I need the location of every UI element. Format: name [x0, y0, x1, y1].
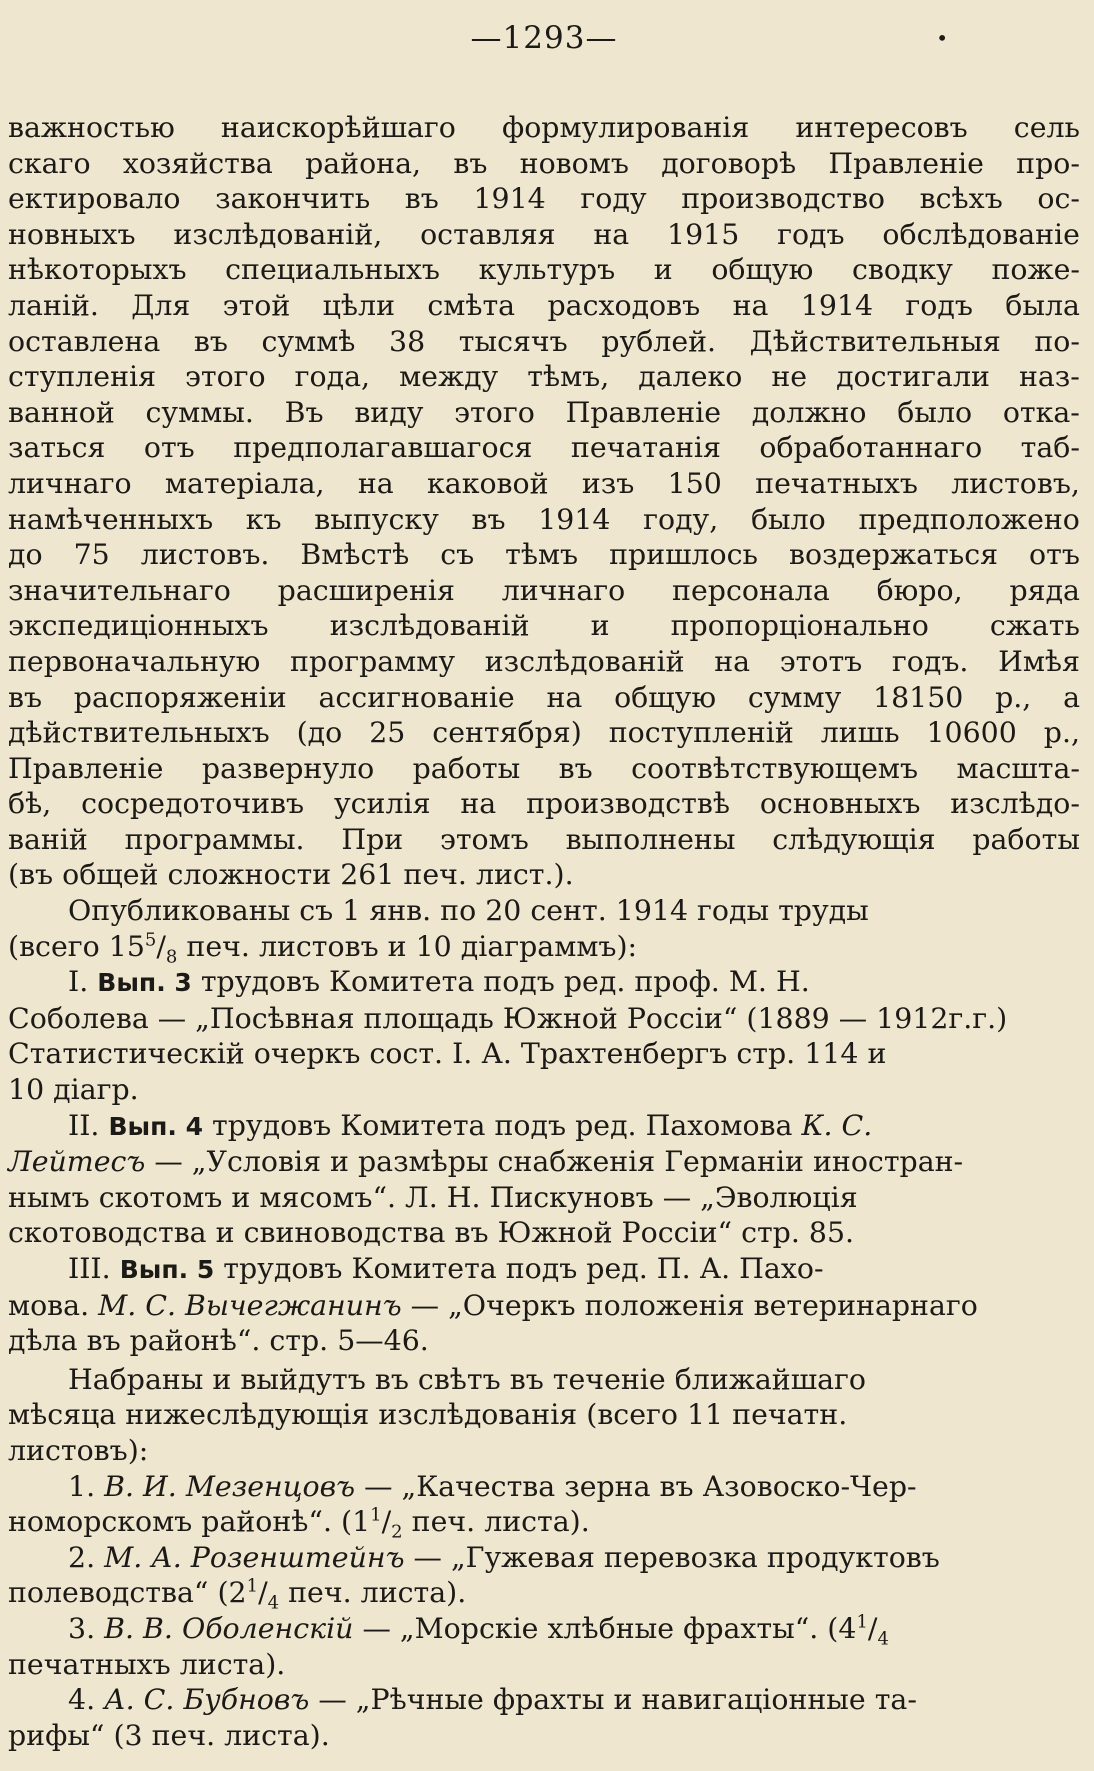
word: выпуску	[314, 502, 439, 536]
word: 1914	[800, 288, 874, 322]
word: изъ	[581, 466, 635, 500]
word: на	[714, 644, 751, 678]
word: Имѣя	[998, 644, 1080, 678]
author-name: М. А. Розенштейнъ	[104, 1540, 405, 1574]
word: тысячъ	[458, 324, 568, 358]
word: производство	[681, 182, 886, 216]
text-line	[8, 537, 1080, 573]
text-line	[8, 288, 1080, 324]
author-name: В. И. Мезенцовъ	[104, 1469, 356, 1503]
word: развернуло	[201, 751, 375, 785]
word: ектировало	[8, 182, 181, 216]
line-text: трудовъ Комитета подъ ред. проф. М. Н.	[191, 965, 810, 999]
line-text: мова.	[8, 1288, 99, 1322]
word: предполагавшагося	[233, 431, 533, 465]
publication-item-3	[8, 1251, 1080, 1359]
fraction-denominator: 8	[165, 946, 178, 968]
body-text	[8, 110, 1080, 1753]
word: новомъ	[519, 146, 629, 180]
word: основныхъ	[759, 787, 921, 821]
word: района,	[305, 146, 422, 180]
issue-label: Вып. 5	[119, 1255, 215, 1284]
word: новныхъ	[8, 217, 136, 251]
word: первоначальную	[8, 644, 261, 678]
page-number: —1293—	[470, 20, 618, 56]
text-line	[8, 217, 1080, 253]
word: году	[580, 182, 647, 216]
line-text: трудовъ Комитета подъ ред. Пахомова	[203, 1108, 802, 1142]
word: тѣмъ,	[527, 360, 610, 394]
item-number: II.	[68, 1108, 109, 1142]
word: пришлось	[609, 538, 759, 572]
word: должно	[751, 395, 867, 429]
word: достигали	[836, 360, 990, 394]
word: слѣдующія	[772, 822, 936, 856]
word: сель	[1013, 111, 1080, 144]
item-number: 1.	[68, 1469, 105, 1503]
text-line	[8, 430, 1080, 466]
word: При	[341, 822, 404, 856]
text-line	[8, 573, 1080, 609]
word: въ	[193, 324, 228, 358]
line-text: — „Условія и размѣры снабженія Германіи иностран-	[145, 1145, 964, 1179]
word: личнаго	[501, 573, 626, 607]
text-line	[8, 644, 1080, 680]
text-line	[8, 324, 1080, 360]
text-line	[8, 715, 1080, 751]
word: расходовъ	[547, 288, 701, 322]
word: сумму	[747, 680, 842, 714]
word: работы	[412, 751, 521, 785]
word: виду	[354, 395, 424, 429]
line-text: — „Очеркъ положенія ветеринарнаго	[401, 1288, 978, 1322]
word: годъ	[905, 288, 973, 322]
word: между	[399, 360, 499, 394]
word: 25	[369, 716, 406, 750]
word: обработаннаго	[759, 431, 983, 465]
list-item: 3. В. В. Оболенскій — „Морскіе хлѣбные фрахты“. ($4^1/_4$ печатныхъ листа).	[8, 1611, 889, 1681]
author-name: Лейтесъ	[8, 1145, 146, 1179]
word: программы.	[124, 822, 305, 856]
word: году,	[643, 502, 719, 536]
line-text: — „Морскіе хлѣбные фрахты“. (4	[353, 1611, 857, 1645]
text-line	[8, 751, 1080, 787]
word: сжать	[989, 609, 1080, 643]
word: Правленіе	[565, 395, 722, 429]
word: поже-	[991, 253, 1080, 287]
word: 1914	[538, 502, 611, 536]
word: общую	[711, 253, 814, 287]
word: изслѣдованій	[484, 644, 685, 678]
word: въ	[404, 182, 439, 216]
word: сосредоточивъ	[81, 787, 305, 821]
word: и	[653, 253, 673, 287]
word: а	[1063, 680, 1080, 714]
word: экспедиціонныхъ	[8, 609, 269, 643]
word: изслѣдованій	[329, 609, 530, 643]
line-text: листовъ):	[8, 1433, 149, 1467]
fraction-numerator: 5	[144, 929, 157, 951]
word: цѣли	[322, 288, 395, 322]
word: масшта-	[956, 751, 1080, 785]
word: къ	[245, 502, 282, 536]
word: формулированія	[501, 111, 750, 144]
text-line	[8, 680, 1080, 716]
word: р.,	[1043, 716, 1080, 750]
text-line	[8, 110, 1080, 146]
word: суммы.	[145, 395, 254, 429]
line-text: Набраны и выйдутъ въ свѣтъ въ теченіе ближайшаго	[68, 1362, 867, 1396]
word: матеріала,	[164, 466, 325, 500]
word: годъ	[777, 217, 845, 251]
word: листовъ.	[140, 538, 270, 572]
word: сводку	[851, 253, 953, 287]
list-item	[8, 1682, 1080, 1753]
word: наз-	[1018, 360, 1080, 394]
word: ряда	[1009, 573, 1080, 607]
word: этомъ	[439, 822, 529, 856]
item-number: 2.	[68, 1540, 105, 1574]
text-line	[8, 146, 1080, 182]
paragraph-budget	[8, 110, 1080, 893]
item-number: 3.	[68, 1611, 105, 1645]
word: распоряженіи	[73, 680, 287, 714]
word: каковой	[427, 466, 549, 500]
word: печатанія	[570, 431, 721, 465]
word: программу	[290, 644, 456, 678]
paragraph-upcoming	[8, 1362, 1080, 1469]
list-item: 2. М. А. Розенштейнъ — „Гужевая перевозка продуктовъ полеводства“ ($2^1/_4$ печ. листа).	[8, 1540, 940, 1615]
author-name: В. В. Оболенскій	[104, 1611, 354, 1645]
line-text: — „Рѣчные фрахты и навигаціонные та-	[309, 1683, 917, 1717]
fraction-denominator: 4	[877, 1628, 889, 1650]
word: заться	[8, 431, 106, 465]
word: лишь	[820, 716, 900, 750]
word: этой	[222, 288, 291, 322]
word: этого	[184, 360, 266, 394]
word: ланій.	[8, 288, 99, 322]
text-line	[8, 786, 1080, 822]
word: въ	[453, 146, 488, 180]
line-text: печ. листовъ и 10 діаграммъ):	[177, 929, 638, 963]
line-text: мѣсяца нижеслѣдующія изслѣдованія (всего 11 печатн.	[8, 1398, 848, 1432]
line-text: 10 діагр.	[8, 1073, 139, 1107]
word: на	[460, 787, 497, 821]
word: Вмѣстѣ	[300, 538, 410, 572]
word: по-	[1034, 324, 1080, 358]
word: сентября)	[432, 716, 582, 750]
word: отъ	[1029, 538, 1080, 572]
word: пропорціонально	[670, 609, 929, 643]
word: про-	[1016, 146, 1080, 180]
text-line	[8, 822, 1080, 858]
word: намѣченныхъ	[8, 502, 214, 536]
word: личнаго	[8, 466, 132, 500]
item-number: 4.	[68, 1683, 105, 1717]
word: бѣ,	[8, 787, 52, 821]
item-number: I.	[68, 965, 98, 999]
word: 18150	[873, 680, 964, 714]
word: листовъ,	[951, 466, 1080, 500]
word: Для	[131, 288, 191, 322]
word: важностью	[8, 111, 175, 144]
fraction-denominator: 2	[391, 1521, 403, 1543]
line-text: Соболева — „Посѣвная площадь Южной Россіи“ (1889 — 1912г.г.)	[8, 1001, 1008, 1035]
ink-dot: •	[936, 26, 948, 50]
word: была	[1005, 288, 1080, 322]
word: съ	[440, 538, 475, 572]
word: въ	[558, 751, 593, 785]
word: воздержаться	[789, 538, 999, 572]
line-text: печатныхъ листа).	[8, 1647, 286, 1681]
word: 1914	[473, 182, 546, 216]
text-line	[8, 395, 1080, 431]
word: обслѣдованіе	[882, 217, 1080, 251]
publication-item-2	[8, 1108, 1080, 1251]
word: суммѣ	[261, 324, 356, 358]
word: Въ	[284, 395, 324, 429]
word: дѣйствительныхъ	[8, 716, 270, 750]
text-line	[8, 252, 1080, 288]
word: рублей.	[601, 324, 717, 358]
line-text: Статистическій очеркъ сост. І. А. Трахтенбергъ стр. 114 и	[8, 1037, 887, 1071]
item-number: III.	[68, 1252, 120, 1285]
word: не	[771, 360, 808, 394]
list-item: 1. В. И. Мезенцовъ — „Качества зерна въ Азовоско-Чер- номорскомъ районѣ“. ($1^1/_2$ печ. листа).	[8, 1469, 917, 1543]
word: въ	[471, 502, 506, 536]
fraction-numerator: 1	[370, 1504, 382, 1526]
word: далеко	[638, 360, 743, 394]
word: таб-	[1020, 431, 1080, 465]
word: договорѣ	[661, 146, 797, 180]
word: 150	[667, 466, 722, 500]
word: этого	[454, 395, 535, 429]
word: всѣхъ	[919, 182, 1003, 216]
word: ванной	[8, 395, 115, 429]
word: ос-	[1037, 182, 1080, 216]
word: до	[8, 538, 43, 572]
word: усилія	[333, 787, 431, 821]
text-line	[8, 181, 1080, 217]
line-text: полеводства“ (2	[8, 1576, 247, 1610]
word: хозяйства	[122, 146, 273, 180]
word: значительнаго	[8, 573, 231, 607]
fraction-numerator: 1	[246, 1575, 259, 1597]
text-line	[8, 608, 1080, 644]
word: 38	[389, 324, 426, 358]
word: общую	[614, 680, 717, 714]
word: предположено	[858, 502, 1080, 536]
line-text: нымъ скотомъ и мясомъ“. Л. Н. Пискуновъ — „Эволюція	[8, 1180, 858, 1214]
text-line	[8, 466, 1080, 502]
word: года,	[294, 360, 371, 394]
text-line	[8, 502, 1080, 538]
line-text: (всего 15	[8, 929, 145, 963]
author-name: М. С. Вычегжанинъ	[98, 1288, 402, 1322]
word: было	[897, 395, 973, 429]
word: персонала	[672, 573, 830, 607]
line-text: печ. листа).	[402, 1505, 590, 1539]
word: тѣмъ	[505, 538, 579, 572]
fraction-denominator: 4	[267, 1593, 280, 1615]
word: на	[357, 466, 394, 500]
word: расширенія	[277, 573, 455, 607]
word: поступленій	[608, 716, 794, 750]
line-text: — „Гужевая перевозка продуктовъ	[404, 1540, 940, 1574]
word: въ	[8, 680, 43, 714]
word: и	[590, 609, 610, 643]
word: (до	[296, 716, 343, 750]
line-text: печ. листа).	[279, 1576, 467, 1610]
line-text: дѣла въ районѣ“. стр. 5—46.	[8, 1324, 429, 1358]
word: культуръ	[478, 253, 616, 287]
word: производствѣ	[526, 787, 730, 821]
word: ваній	[8, 822, 88, 856]
word: Дѣйствительныя	[749, 324, 1001, 358]
word: скаго	[8, 146, 91, 180]
word: было	[750, 502, 826, 536]
text-line	[8, 359, 1080, 395]
word: Правленіе	[828, 146, 984, 180]
issue-label: Вып. 4	[108, 1111, 204, 1141]
publication-item-1	[8, 964, 1080, 1107]
word: отъ	[143, 431, 195, 465]
word: специальныхъ	[225, 253, 440, 287]
word: соотвѣтствующемъ	[631, 751, 919, 785]
word: оставлена	[8, 324, 161, 358]
text-line: (въ общей сложности 261 печ. лист.).	[8, 858, 574, 892]
word: Правленіе	[8, 751, 164, 785]
word: изслѣдованій,	[173, 217, 383, 251]
word: 1915	[667, 217, 740, 251]
word: р.,	[995, 680, 1032, 714]
author-name: К. С.	[801, 1108, 873, 1142]
word: закончить	[215, 182, 371, 216]
word: интересовъ	[795, 111, 968, 144]
line-text: рифы“ (3 печ. листа).	[8, 1718, 330, 1752]
word: наискорѣйшаго	[220, 111, 456, 144]
word: на	[732, 288, 769, 322]
word: 10600	[926, 716, 1017, 750]
word: бюро,	[876, 573, 963, 607]
word: ассигнованіе	[318, 680, 515, 714]
word: отка-	[1002, 395, 1080, 429]
word: печатныхъ	[755, 466, 918, 500]
word: на	[546, 680, 583, 714]
issue-label: Вып. 3	[97, 968, 192, 998]
paragraph-published: Опубликованы съ 1 янв. по 20 сент. 1914 годы труды (всего $15^5/_8$ печ. листовъ и 10 діаграммъ):	[8, 894, 869, 968]
word: выполнены	[565, 822, 736, 856]
line-text: трудовъ Комитета подъ ред. П. А. Пахо-	[214, 1252, 824, 1285]
author-name: А. С. Бубновъ	[104, 1683, 310, 1717]
line-text: — „Качества зерна въ Азовоско-Чер-	[355, 1469, 917, 1503]
word: работы	[972, 822, 1080, 856]
fraction-numerator: 1	[856, 1611, 868, 1633]
word: изслѣдо-	[950, 787, 1080, 821]
word: 75	[73, 538, 110, 572]
word: ступленія	[8, 360, 156, 394]
word: годъ.	[891, 644, 969, 678]
word: на	[593, 217, 630, 251]
word: оставляя	[420, 217, 556, 251]
word: этотъ	[779, 644, 863, 678]
line-text: Опубликованы съ 1 янв. по 20 сент. 1914 годы труды	[68, 894, 869, 928]
word: смѣта	[427, 288, 516, 322]
line-text: номорскомъ районѣ“. (1	[8, 1505, 371, 1539]
word: нѣкоторыхъ	[8, 253, 187, 287]
line-text: скотоводства и свиноводства въ Южной Россіи“ стр. 85.	[8, 1216, 855, 1250]
